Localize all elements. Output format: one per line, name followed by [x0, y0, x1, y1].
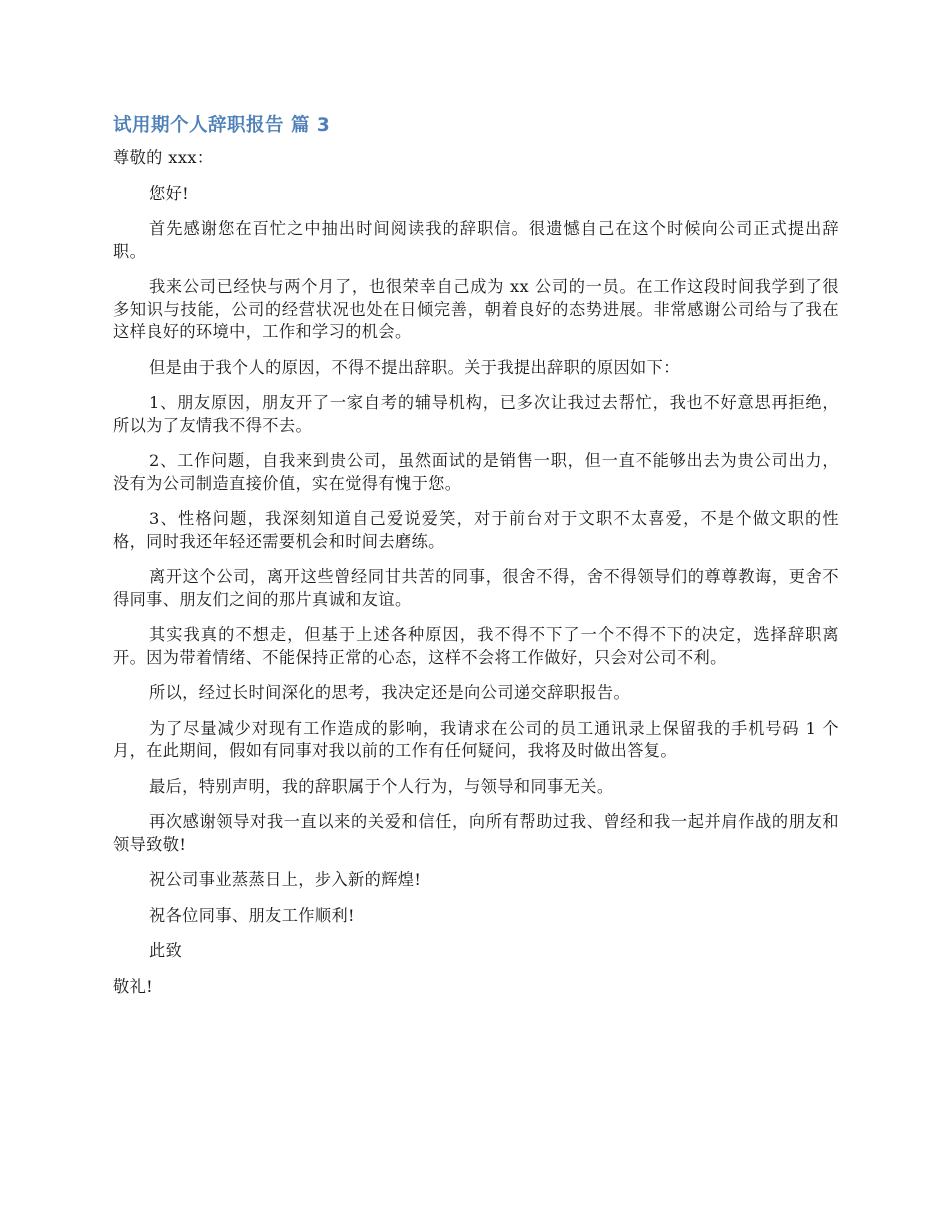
- paragraph-sign-off: 此致: [149, 941, 183, 960]
- greeting: 您好!: [149, 183, 190, 203]
- document-page: [113, 114, 839, 1011]
- paragraph-reason-3: 3、性格问题，我深刻知道自己爱说爱笑，对于前台对于文职不太喜爱，不是个做文职的性格，同时我还年轻还需要机会和时间去磨练。: [113, 509, 839, 551]
- paragraph-wish-company: 祝公司事业蒸蒸日上，步入新的辉煌!: [149, 870, 422, 889]
- paragraph-handover: 为了尽量减少对现有工作造成的影响，我请求在公司的员工通讯录上保留我的手机号码 1 个月，在此期间，假如有同事对我以前的工作有任何疑问，我将及时做出答复。: [113, 718, 839, 760]
- paragraph-statement: 最后，特别声明，我的辞职属于个人行为，与领导和同事无关。: [149, 776, 614, 796]
- paragraph-wish-colleagues: 祝各位同事、朋友工作顺利!: [149, 905, 355, 925]
- paragraph-reason-2: 2、工作问题，自我来到贵公司，虽然面试的是销售一职，但一直不能够出去为贵公司出力，没有为公司制造直接价值，实在觉得有愧于您。: [113, 451, 839, 493]
- paragraph-reason-1: 1、朋友原因，朋友开了一家自考的辅导机构，已多次让我过去帮忙，我也不好意思再拒绝，所以为了友情我不得不去。: [113, 393, 839, 435]
- paragraph-reasons-intro: 但是由于我个人的原因，不得不提出辞职。关于我提出辞职的原因如下：: [149, 357, 680, 377]
- paragraph-gratitude: 再次感谢领导对我一直以来的关爱和信任，向所有帮助过我、曾经和我一起并肩作战的朋友和领导致敬!: [113, 812, 839, 854]
- paragraph-background: 我来公司已经快与两个月了，也很荣幸自己成为 xx 公司的一员。在工作这段时间我学到了很多知识与技能，公司的经营状况也处在日倾完善，朝着良好的态势进展。非常感谢公司给与了我在这样良好的环境中，工作和学习的机会。: [113, 277, 839, 341]
- paragraph-conclusion: 所以，经过长时间深化的思考，我决定还是向公司递交辞职报告。: [149, 683, 631, 702]
- document-title: 试用期个人辞职报告 篇 3: [113, 115, 331, 136]
- salutation: 尊敬的 xxx：: [113, 148, 214, 167]
- paragraph-farewell: 离开这个公司，离开这些曾经同甘共苦的同事，很舍不得，舍不得领导们的尊尊教诲，更舍不得同事、朋友们之间的那片真诚和友谊。: [113, 567, 839, 609]
- paragraph-thanks: 首先感谢您在百忙之中抽出时间阅读我的辞职信。很遗憾自己在这个时候向公司正式提出辞职。: [113, 219, 839, 261]
- closing: 敬礼!: [113, 976, 154, 996]
- paragraph-decision: 其实我真的不想走，但基于上述各种原因，我不得不下了一个不得不下的决定，选择辞职离开。因为带着情绪、不能保持正常的心态，这样不会将工作做好，只会对公司不利。: [113, 625, 839, 667]
